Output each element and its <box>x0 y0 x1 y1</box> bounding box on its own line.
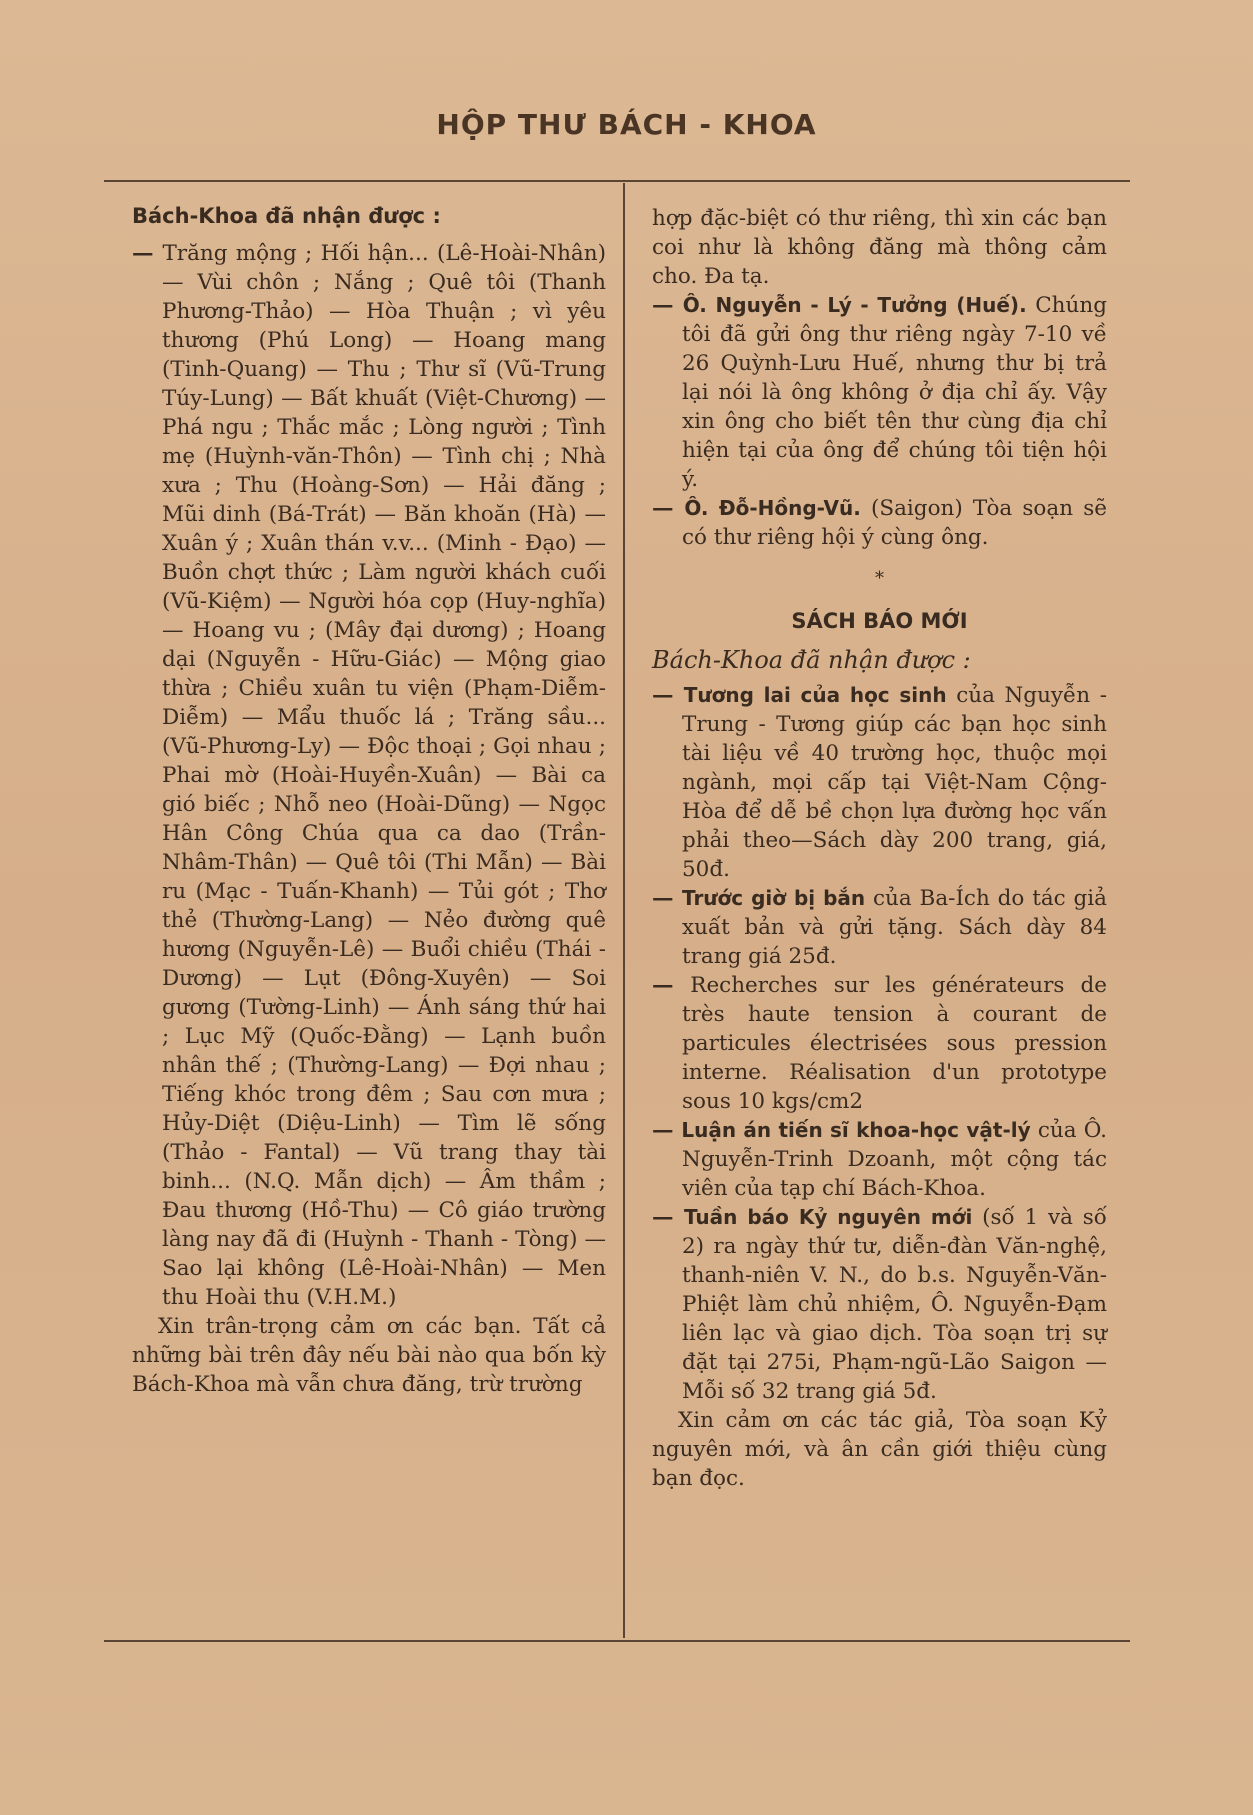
book-entry-1: — Tương lai của học sinh của Nguyễn - Trung - Tương giúp các bạn học sinh tài liệu về 40 trường học, thuộc mọi ngành, mọi cấp tại Việt-Nam Cộng-Hòa để dễ bề chọn lựa đường học vấn phải theo—Sách dày 200 trang, giá, 50đ. <box>652 683 1107 882</box>
notice2-text: (Saigon) Tòa soạn sẽ có thư riêng hội ý cùng ông. <box>682 496 1107 550</box>
left-column <box>132 202 606 1399</box>
top-rule <box>104 180 1130 182</box>
bottom-rule <box>104 1640 1130 1642</box>
book2-text: của Ba-Ích do tác giả xuất bản và gửi tặng. Sách dày 84 trang giá 25đ. <box>682 886 1107 969</box>
notice1-text: Chúng tôi đã gửi ông thư riêng ngày 7-10 về 26 Quỳnh-Lưu Huế, nhưng thư bị trả lại nói là ông không ở địa chỉ ấy. Vậy xin ông cho biết tên thư cùng địa chỉ hiện tại của ông để chúng tôi tiện hội ý. <box>682 293 1107 492</box>
book2-title: Trước giờ bị bắn <box>682 886 866 910</box>
book1-text: của Nguyễn - Trung - Tương giúp các bạn học sinh tài liệu về 40 trường học, thuộc mọi ngành, mọi cấp tại Việt-Nam Cộng-Hòa để dễ bề chọn lựa đường học vấn phải theo—Sách dày 200 trang, giá, 50đ. <box>682 683 1107 882</box>
section-separator: * <box>875 568 884 589</box>
book3-text: Recherches sur les générateurs de très haute tension à courant de particules électrisées sous pression interne. Réalisation d'un prototype sous 10 kgs/cm2 <box>682 973 1107 1114</box>
book-entry-4: — Luận án tiến sĩ khoa-học vật-lý của Ô. Nguyễn-Trinh Dzoanh, một cộng tác viên của tạp chí Bách-Khoa. <box>652 1118 1107 1201</box>
right-column <box>652 204 1107 1493</box>
book4-text: của Ô. Nguyễn-Trinh Dzoanh, một cộng tác viên của tạp chí Bách-Khoa. <box>682 1118 1107 1201</box>
notice-nguyen-ly-tuong: — Ô. Nguyễn - Lý - Tưởng (Huế). Chúng tôi đã gửi ông thư riêng ngày 7-10 về 26 Quỳnh-Lưu Huế, nhưng thư bị trả lại nói là ông không ở địa chỉ ấy. Vậy xin ông cho biết tên thư cùng địa chỉ hiện tại của ông để chúng tôi tiện hội ý. <box>652 293 1107 492</box>
section-subtitle: Bách-Khoa đã nhận được : <box>652 646 971 674</box>
received-list-text: Trăng mộng ; Hối hận... (Lê-Hoài-Nhân) — Vùi chôn ; Nắng ; Quê tôi (Thanh Phương-Thảo) — Hòa Thuận ; vì yêu thương (Phú Long) — Hoang mang (Tinh-Quang) — Thu ; Thư sĩ (Vũ-Trung Túy-Lung) — Bất khuất (Việt-Chương) — Phá ngu ; Thắc mắc ; Lòng người ; Tình mẹ (Huỳnh-văn-Thôn) — Tình chị ; Nhà xưa ; Thu (Hoàng-Sơn) — Hải đăng ; Mũi dinh (Bá-Trát) — Băn khoăn (Hà) — Xuân ý ; Xuân thán v.v... (Minh - Đạo) — Buồn chợt thức ; Làm người khách cuối (Vũ-Kiệm) — Người hóa cọp (Huy-nghĩa) — Hoang vu ; (Mây đại dương) ; Hoang dại (Nguyễn - Hữu-Giác) — Mộng giao thừa ; Chiều xuân tu viện (Phạm-Diễm-Diễm) — Mẩu thuốc lá ; Trăng sầu... (Vũ-Phương-Ly) — Độc thoại ; Gọi nhau ; Phai mờ (Hoài-Huyền-Xuân) — Bài ca gió biếc ; Nhỗ neo (Hoài-Dũng) — Ngọc Hân Công Chúa qua ca dao (Trần-Nhâm-Thân) — Quê tôi (Thi Mẫn) — Bài ru (Mạc - Tuấn-Khanh) — Tủi gót ; Thơ thẻ (Thường-Lang) — Nẻo đường quê hương (Nguyễn-Lê) — Buổi chiều (Thái - Dương) — Lụt (Đông-Xuyên) — Soi gương (Tường-Linh) — Ánh sáng thứ hai ; Lục Mỹ (Quốc-Đằng) — Lạnh buồn nhân thế ; (Thường-Lang) — Đợi nhau ; Tiếng khóc trong đêm ; Sau cơn mưa ; Hủy-Diệt (Diệu-Linh) — Tìm lẽ sống (Thảo - Fantal) — Vũ trang thay tài binh... (N.Q. Mẫn dịch) — Âm thầm ; Đau thương (Hồ-Thu) — Cô giáo trường làng nay đã đi (Huỳnh - Thanh - Tòng) — Sao lại không (Lê-Hoài-Nhân) — Men thu Hoài thu (V.H.M.) <box>162 241 606 1310</box>
notice-do-hong-vu: — Ô. Đỗ-Hồng-Vũ. (Saigon) Tòa soạn sẽ có thư riêng hội ý cùng ông. <box>652 496 1107 550</box>
notice2-name: Ô. Đỗ-Hồng-Vũ. <box>684 496 861 520</box>
notice1-name: Ô. Nguyễn - Lý - Tưởng (Huế). <box>682 293 1027 317</box>
page-title: HỘP THƯ BÁCH - KHOA <box>436 108 817 141</box>
continuation-paragraph: hợp đặc-biệt có thư riêng, thì xin các bạn coi như là không đăng mà thông cảm cho. Đa tạ. <box>652 206 1107 289</box>
closing-paragraph: Xin cảm ơn các tác giả, Tòa soạn Kỷ nguyên mới, và ân cần giới thiệu cùng bạn đọc. <box>652 1408 1107 1491</box>
book5-title: Tuần báo Kỷ nguyên mới <box>683 1205 973 1229</box>
thanks-paragraph: Xin trân-trọng cảm ơn các bạn. Tất cả những bài trên đây nếu bài nào qua bốn kỳ Bách-Khoa mà vẫn chưa đăng, trừ trường <box>132 1314 606 1397</box>
received-heading: Bách-Khoa đã nhận được : <box>132 204 441 228</box>
book4-title: Luận án tiến sĩ khoa-học vật-lý <box>681 1118 1031 1142</box>
received-list: — Trăng mộng ; Hối hận... (Lê-Hoài-Nhân) — Vùi chôn ; Nắng ; Quê tôi (Thanh Phương-Thảo) — Hòa Thuận ; vì yêu thương (Phú Long) — Hoang mang (Tinh-Quang) — Thu ; Thư sĩ (Vũ-Trung Túy-Lung) — Bất khuất (Việt-Chương) — Phá ngu ; Thắc mắc ; Lòng người ; Tình mẹ (Huỳnh-văn-Thôn) — Tình chị ; Nhà xưa ; Thu (Hoàng-Sơn) — Hải đăng ; Mũi dinh (Bá-Trát) — Băn khoăn (Hà) — Xuân ý ; Xuân thán v.v... (Minh - Đạo) — Buồn chợt thức ; Làm người khách cuối (Vũ-Kiệm) — Người hóa cọp (Huy-nghĩa) — Hoang vu ; (Mây đại dương) ; Hoang dại (Nguyễn - Hữu-Giác) — Mộng giao thừa ; Chiều xuân tu viện (Phạm-Diễm-Diễm) — Mẩu thuốc lá ; Trăng sầu... (Vũ-Phương-Ly) — Độc thoại ; Gọi nhau ; Phai mờ (Hoài-Huyền-Xuân) — Bài ca gió biếc ; Nhỗ neo (Hoài-Dũng) — Ngọc Hân Công Chúa qua ca dao (Trần-Nhâm-Thân) — Quê tôi (Thi Mẫn) — Bài ru (Mạc - Tuấn-Khanh) — Tủi gót ; Thơ thẻ (Thường-Lang) — Nẻo đường quê hương (Nguyễn-Lê) — Buổi chiều (Thái - Dương) — Lụt (Đông-Xuyên) — Soi gương (Tường-Linh) — Ánh sáng thứ hai ; Lục Mỹ (Quốc-Đằng) — Lạnh buồn nhân thế ; (Thường-Lang) — Đợi nhau ; Tiếng khóc trong đêm ; Sau cơn mưa ; Hủy-Diệt (Diệu-Linh) — Tìm lẽ sống (Thảo - Fantal) — Vũ trang thay tài binh... (N.Q. Mẫn dịch) — Âm thầm ; Đau thương (Hồ-Thu) — Cô giáo trường làng nay đã đi (Huỳnh - Thanh - Tòng) — Sao lại không (Lê-Hoài-Nhân) — Men thu Hoài thu (V.H.M.) <box>132 241 606 1310</box>
section-title: SÁCH BÁO MỚI <box>791 609 968 633</box>
book1-title: Tương lai của học sinh <box>683 683 947 707</box>
book-entry-3: — Recherches sur les générateurs de très haute tension à courant de particules électrisées sous pression interne. Réalisation d'un prototype sous 10 kgs/cm2 <box>652 973 1107 1114</box>
book5-text: (số 1 và số 2) ra ngày thứ tư, diễn-đàn Văn-nghệ, thanh-niên V. N., do b.s. Nguyễn-Văn-Phiệt làm chủ nhiệm, Ô. Nguyễn-Đạm liên lạc và giao dịch. Tòa soạn trị sự đặt tại 275i, Phạm-ngũ-Lão Saigon — Mỗi số 32 trang giá 5đ. <box>682 1205 1107 1404</box>
book-entry-5: — Tuần báo Kỷ nguyên mới (số 1 và số 2) ra ngày thứ tư, diễn-đàn Văn-nghệ, thanh-niên V. N., do b.s. Nguyễn-Văn-Phiệt làm chủ nhiệm, Ô. Nguyễn-Đạm liên lạc và giao dịch. Tòa soạn trị sự đặt tại 275i, Phạm-ngũ-Lão Saigon — Mỗi số 32 trang giá 5đ. <box>652 1205 1107 1404</box>
book-entry-2: — Trước giờ bị bắn của Ba-Ích do tác giả xuất bản và gửi tặng. Sách dày 84 trang giá 25đ. <box>652 886 1107 969</box>
column-divider <box>623 183 625 1638</box>
